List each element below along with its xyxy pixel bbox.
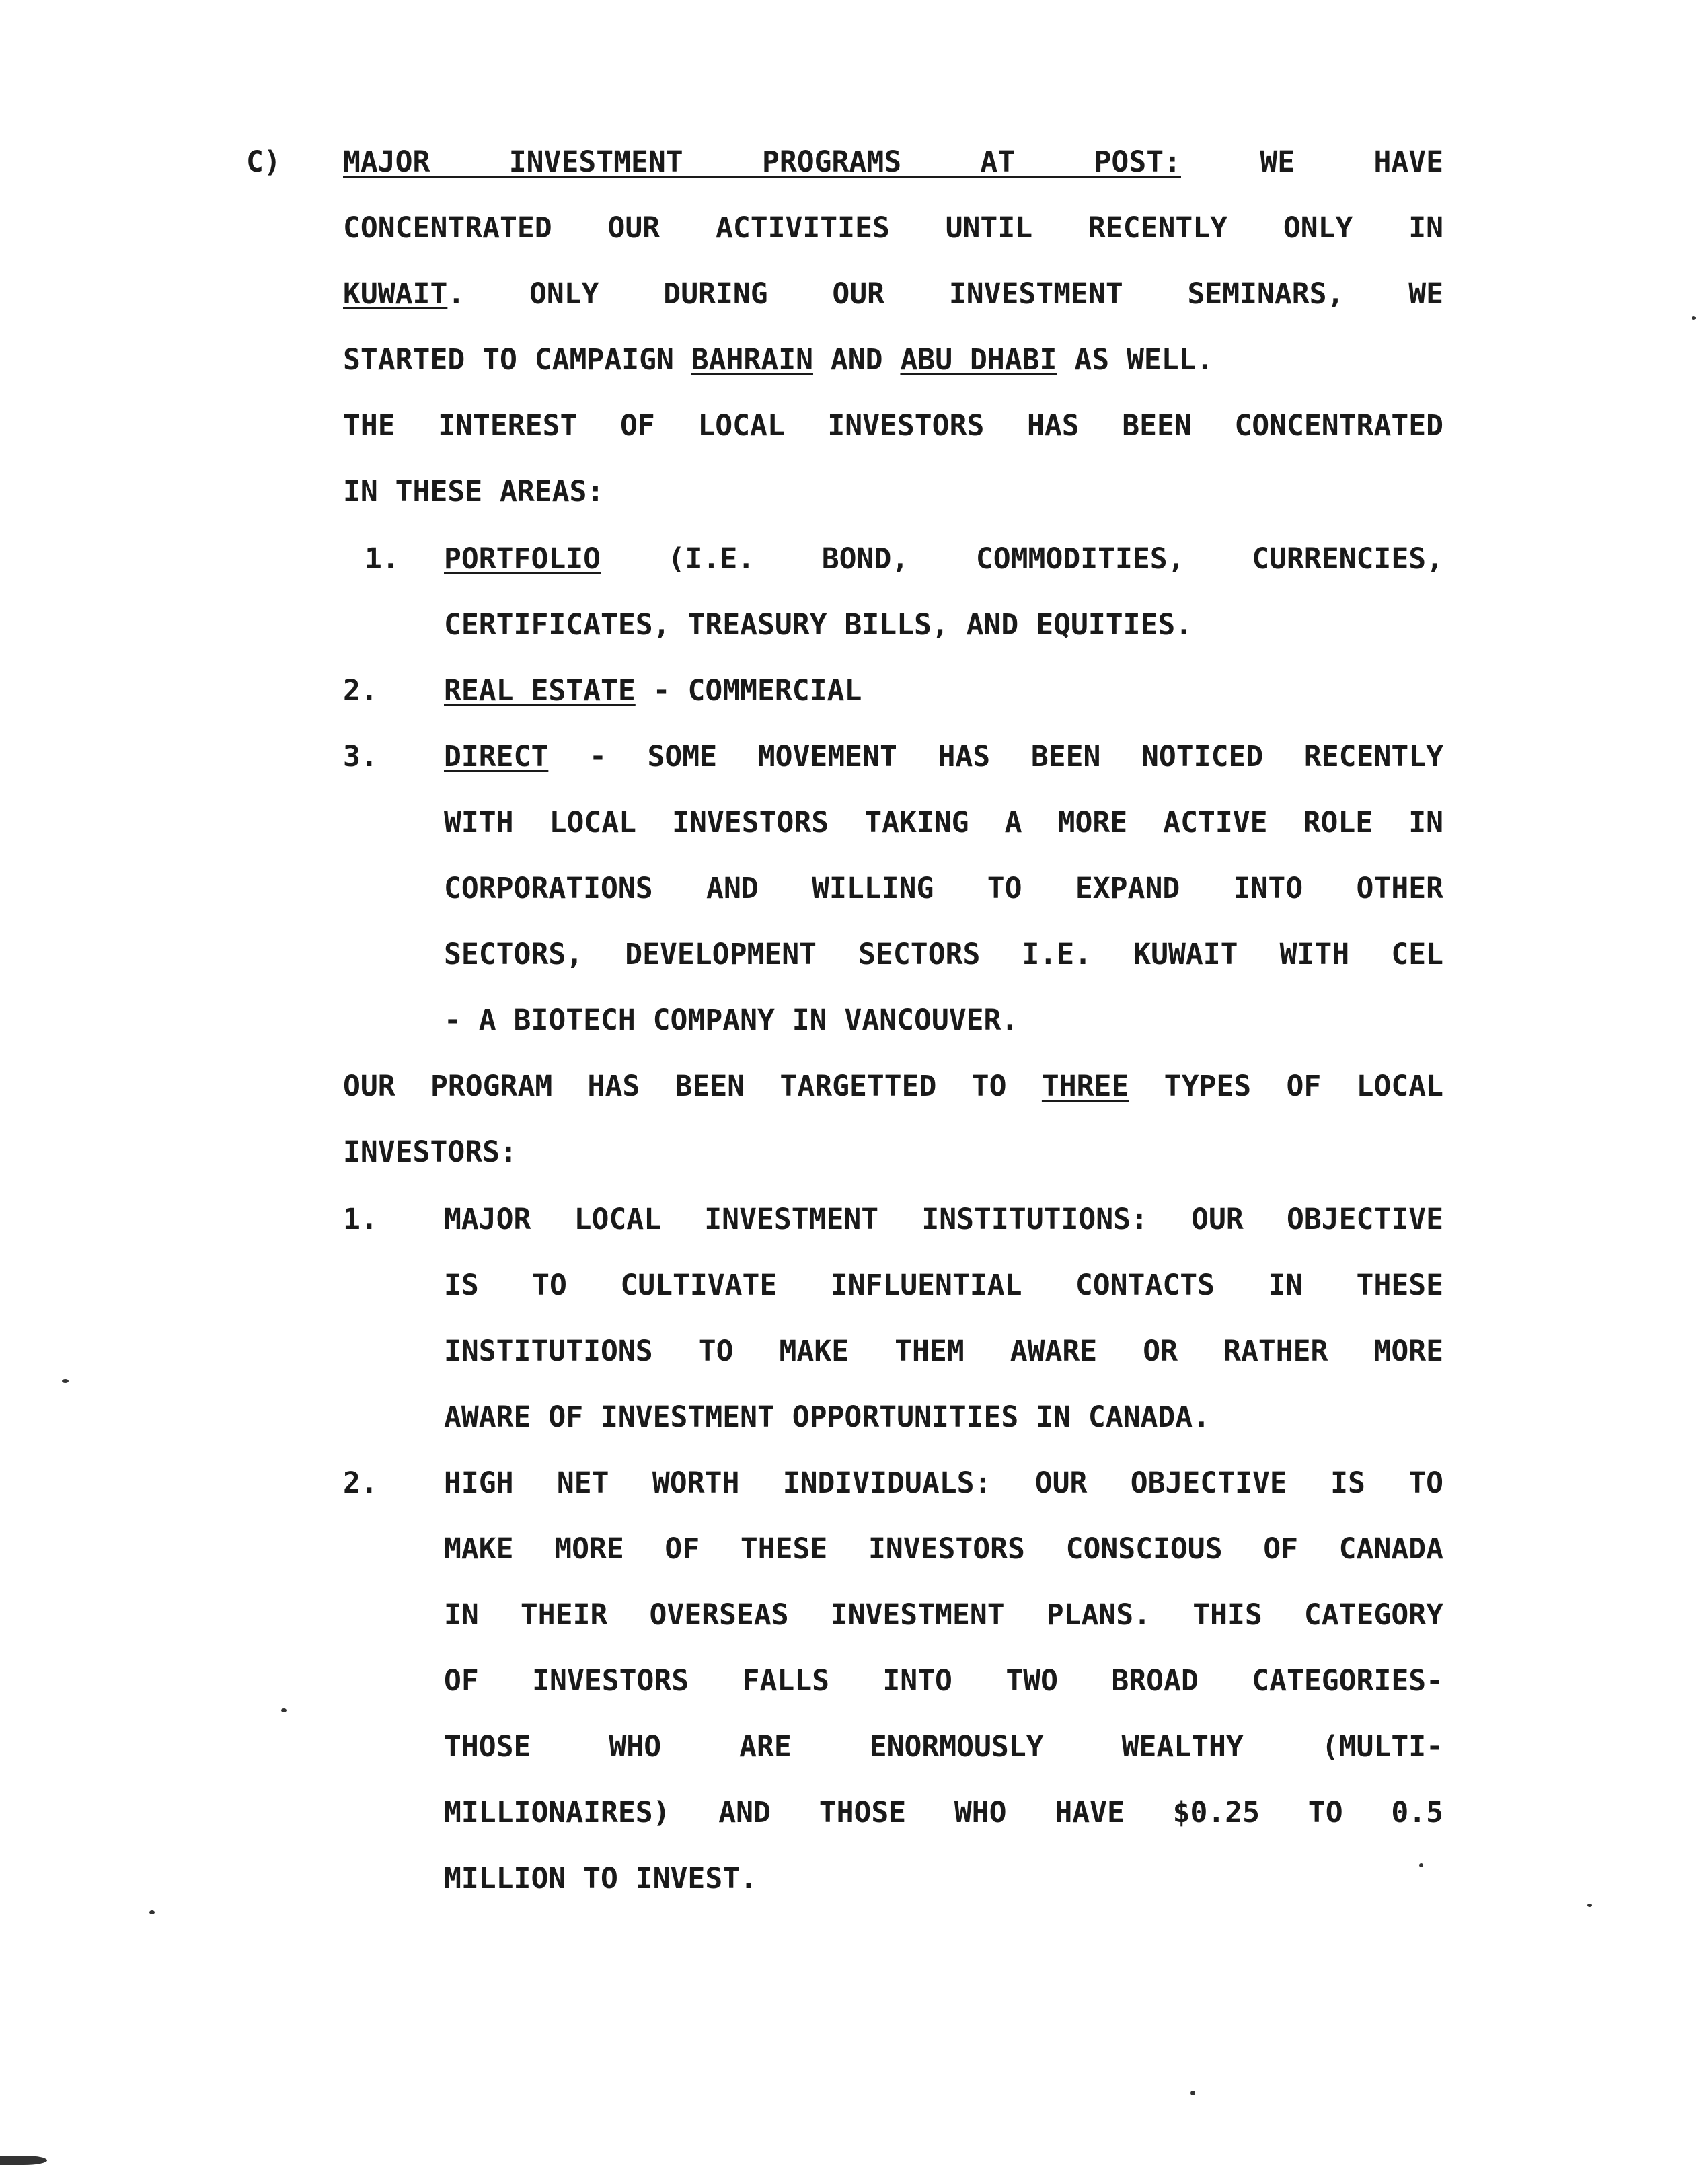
list-item-continuation: MILLION TO INVEST. xyxy=(444,1862,757,1895)
underlined-term: ABU DHABI xyxy=(900,343,1057,377)
list-item-continuation: THOSE WHO ARE ENORMOUSLY WEALTHY (MULTI- xyxy=(444,1730,1443,1764)
list-item: HIGH NET WORTH INDIVIDUALS: OUR OBJECTIVE IS TO xyxy=(444,1466,1443,1500)
list-number: 1. xyxy=(343,1203,378,1236)
list-item-continuation: MAKE MORE OF THESE INVESTORS CONSCIOUS OF CANADA xyxy=(444,1532,1443,1566)
list-item-continuation: - A BIOTECH COMPANY IN VANCOUVER. xyxy=(444,1004,1019,1037)
heading-tail: WE HAVE xyxy=(1260,145,1444,179)
section-label: C) xyxy=(246,145,281,179)
scan-speck xyxy=(1587,1904,1592,1907)
underlined-term: PORTFOLIO xyxy=(444,542,601,576)
paragraph-line: STARTED TO CAMPAIGN BAHRAIN AND ABU DHABI AS WELL. xyxy=(343,343,1214,377)
list-number: 2. xyxy=(343,674,378,708)
scan-speck xyxy=(281,1708,287,1712)
underlined-term: REAL ESTATE xyxy=(444,674,636,708)
list-item-continuation: CERTIFICATES, TREASURY BILLS, AND EQUITIES. xyxy=(444,608,1193,642)
underlined-term: KUWAIT xyxy=(343,277,448,311)
scan-speck xyxy=(0,2156,47,2165)
list-item: DIRECT - SOME MOVEMENT HAS BEEN NOTICED RECENTLY xyxy=(444,740,1443,774)
list-number: 2. xyxy=(343,1466,378,1500)
paragraph-line: CONCENTRATED OUR ACTIVITIES UNTIL RECENTLY ONLY IN xyxy=(343,211,1443,245)
scan-speck xyxy=(149,1910,155,1914)
underlined-term: BAHRAIN xyxy=(691,343,813,377)
underlined-term: DIRECT xyxy=(444,740,549,774)
list-item-continuation: CORPORATIONS AND WILLING TO EXPAND INTO OTHER xyxy=(444,872,1443,905)
section-heading-line xyxy=(343,145,1444,179)
paragraph-line: OUR PROGRAM HAS BEEN TARGETTED TO THREE TYPES OF LOCAL xyxy=(343,1069,1444,1103)
list-item-continuation: IN THEIR OVERSEAS INVESTMENT PLANS. THIS CATEGORY xyxy=(444,1598,1443,1632)
list-number: 3. xyxy=(343,740,378,774)
list-item: MAJOR LOCAL INVESTMENT INSTITUTIONS: OUR OBJECTIVE xyxy=(444,1203,1443,1236)
list-item-continuation: SECTORS, DEVELOPMENT SECTORS I.E. KUWAIT WITH CEL xyxy=(444,938,1443,971)
scan-speck xyxy=(1692,316,1696,320)
list-item-continuation: AWARE OF INVESTMENT OPPORTUNITIES IN CANADA. xyxy=(444,1400,1211,1434)
paragraph-line: KUWAIT. ONLY DURING OUR INVESTMENT SEMINARS, WE xyxy=(343,277,1443,311)
scan-speck xyxy=(62,1379,69,1383)
paragraph-line: IN THESE AREAS: xyxy=(343,475,605,509)
scan-speck xyxy=(1419,1863,1423,1867)
list-item-continuation: INSTITUTIONS TO MAKE THEM AWARE OR RATHER MORE xyxy=(444,1334,1443,1368)
list-item: PORTFOLIO (I.E. BOND, COMMODITIES, CURRENCIES, xyxy=(444,542,1443,576)
section-heading: MAJOR INVESTMENT PROGRAMS AT POST: xyxy=(343,145,1181,179)
list-number: 1. xyxy=(365,542,400,576)
paragraph-line: THE INTEREST OF LOCAL INVESTORS HAS BEEN CONCENTRATED xyxy=(343,409,1443,443)
list-item-continuation: MILLIONAIRES) AND THOSE WHO HAVE $0.25 TO 0.5 xyxy=(444,1796,1443,1830)
list-item-continuation: IS TO CULTIVATE INFLUENTIAL CONTACTS IN THESE xyxy=(444,1269,1443,1302)
underlined-term: THREE xyxy=(1041,1069,1129,1103)
list-item: REAL ESTATE - COMMERCIAL xyxy=(444,674,862,708)
paragraph-line: INVESTORS: xyxy=(343,1135,517,1169)
scan-speck xyxy=(1190,2091,1195,2095)
list-item-continuation: WITH LOCAL INVESTORS TAKING A MORE ACTIVE ROLE IN xyxy=(444,806,1443,839)
list-item-continuation: OF INVESTORS FALLS INTO TWO BROAD CATEGORIES- xyxy=(444,1664,1443,1698)
